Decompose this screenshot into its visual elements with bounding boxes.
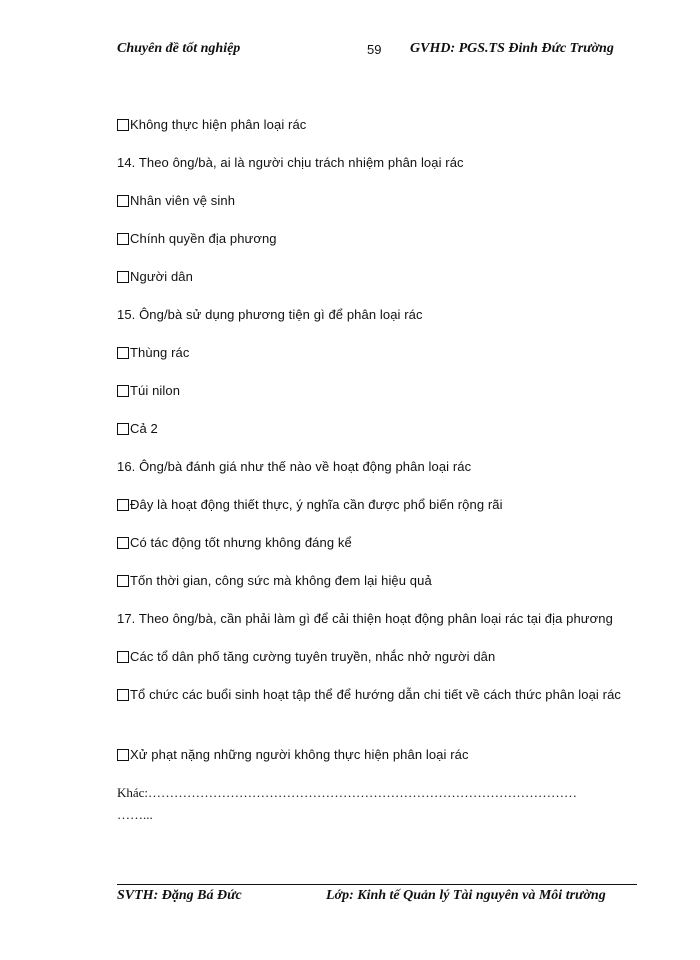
- question-text: 15. Ông/bà sử dụng phương tiện gì để phân loại rác: [117, 307, 423, 322]
- page-number: 59: [367, 42, 382, 57]
- question-text: 16. Ông/bà đánh giá như thế nào về hoạt động phân loại rác: [117, 459, 472, 474]
- question-17: [117, 608, 637, 629]
- list-item: [117, 342, 637, 363]
- list-item: [117, 494, 637, 515]
- header-left-title: Chuyên đề tốt nghiệp: [117, 41, 241, 56]
- list-item: [117, 646, 637, 667]
- option-label: Các tổ dân phố tăng cường tuyên truyền, nhắc nhở người dân: [130, 649, 496, 664]
- list-item: [117, 266, 637, 287]
- list-item: [117, 744, 637, 765]
- option-label: Thùng rác: [130, 345, 190, 360]
- option-label: Người dân: [130, 269, 193, 284]
- footer-class: Lớp: Kinh tế Quản lý Tài nguyên và Môi trường: [326, 888, 606, 903]
- question-16: [117, 456, 637, 477]
- option-label: Không thực hiện phân loại rác: [130, 117, 307, 132]
- checkbox[interactable]: [117, 537, 129, 549]
- checkbox[interactable]: [117, 575, 129, 587]
- option-label: Cả 2: [130, 421, 158, 436]
- checkbox[interactable]: [117, 423, 129, 435]
- list-item: [117, 570, 637, 591]
- list-item: [117, 418, 637, 439]
- checkbox[interactable]: [117, 689, 129, 701]
- option-label: Chính quyền địa phương: [130, 231, 277, 246]
- list-item: [117, 190, 637, 211]
- option-label: Đây là hoạt động thiết thực, ý nghĩa cần được phổ biến rộng rãi: [130, 497, 503, 512]
- header-right-advisor: GVHD: PGS.TS Đinh Đức Trường: [410, 41, 614, 56]
- checkbox[interactable]: [117, 195, 129, 207]
- option-label: Tốn thời gian, công sức mà không đem lại hiệu quả: [130, 573, 432, 588]
- other-answer-line: Khác:………………………………………………………………………………………: [117, 785, 578, 800]
- other-answer-continuation: ……...: [117, 807, 153, 822]
- option-label: Có tác động tốt nhưng không đáng kể: [130, 535, 352, 550]
- option-label: Tổ chức các buổi sinh hoạt tập thể để hướng dẫn chi tiết về cách thức phân loại rác: [130, 687, 621, 702]
- checkbox[interactable]: [117, 499, 129, 511]
- list-item: [117, 380, 637, 401]
- option-label: Nhân viên vệ sinh: [130, 193, 236, 208]
- list-item: [117, 114, 637, 135]
- checkbox[interactable]: [117, 385, 129, 397]
- option-label: Túi nilon: [130, 383, 181, 398]
- question-15: [117, 304, 637, 325]
- list-item: [117, 684, 637, 705]
- checkbox[interactable]: [117, 749, 129, 761]
- list-item: [117, 228, 637, 249]
- question-14: [117, 152, 637, 173]
- option-label: Xử phạt nặng những người không thực hiện phân loại rác: [130, 747, 469, 762]
- checkbox[interactable]: [117, 651, 129, 663]
- checkbox[interactable]: [117, 119, 129, 131]
- checkbox[interactable]: [117, 347, 129, 359]
- question-text: 17. Theo ông/bà, cần phải làm gì để cải thiện hoạt động phân loại rác tại địa phương: [117, 611, 613, 626]
- footer-student: SVTH: Đặng Bá Đức: [117, 888, 242, 903]
- list-item: [117, 532, 637, 553]
- question-text: 14. Theo ông/bà, ai là người chịu trách nhiệm phân loại rác: [117, 155, 464, 170]
- footer-divider: [117, 884, 637, 885]
- checkbox[interactable]: [117, 233, 129, 245]
- checkbox[interactable]: [117, 271, 129, 283]
